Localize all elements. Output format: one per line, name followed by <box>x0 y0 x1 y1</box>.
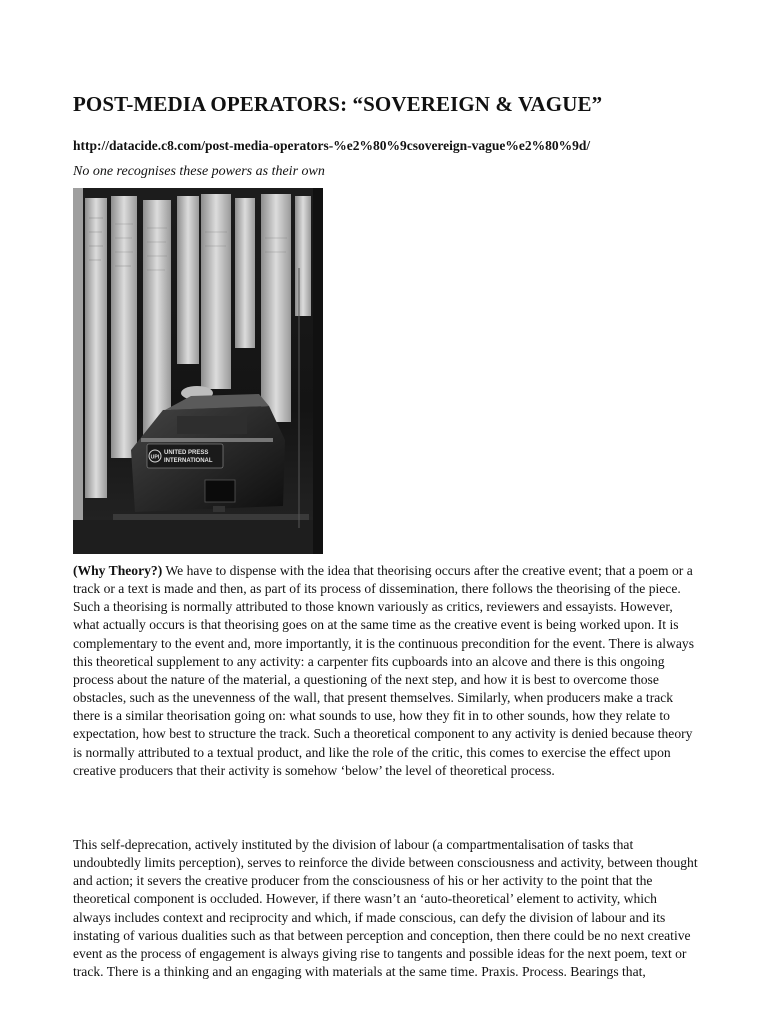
subtitle: No one recognises these powers as their own <box>73 164 325 179</box>
teleprinter-photo <box>73 188 323 554</box>
page-title: POST-MEDIA OPERATORS: “SOVEREIGN & VAGUE” <box>73 92 603 116</box>
source-url[interactable]: http://datacide.c8.com/post-media-operators-%e2%80%9csovereign-vague%e2%80%9d/ <box>73 138 591 153</box>
machine-label-line2: INTERNATIONAL <box>164 458 213 464</box>
upi-logo-text: UPI <box>150 454 160 461</box>
paragraph-self-deprecation: This self-deprecation, actively instituted by the division of labour (a compartmentalisation of tasks that undoubtedly limits perception), serves to reinforce the divide between consciousness and activity, between thought and action; it severs the creative producer from the consciousness of his or her activity to the point that the theoretical component is occluded. However, if there wasn’t an ‘auto-theoretical’ element to activity, which always includes context and reciprocity and which, if made conscious, can defy the division of labour and its instating of various dualities such as that between perception and conception, then there could be no next creative event as the process of engagement is always giving rise to tangents and possible ideas for the next poem, text or track. There is a thinking and an engaging with materials at the same time. Praxis. Process. Bearings that, <box>73 837 698 980</box>
paragraph-body: We have to dispense with the idea that theorising occurs after the creative event; that a poem or a track or a text is made and then, as part of its process of dissemination, there follows the theorising of the piece. Such a theorising is normally attributed to those known variously as critics, reviewers and essayists. However, what actually occurs is that theorising goes on at the same time as the creative event is being worked upon. It is complementary to the event and, more importantly, it is the continuous precondition for the event. There is always this theoretical supplement to any activity: a carpenter fits cupboards into an alcove and there is this ongoing process about the nature of the material, a questioning of the next step, and how it is best to overcome those obstacles, such as the unevenness of the wall, that present themselves. Similarly, when producers make a track there is a similar theorisation going on: what sounds to use, how they fit in to other sounds, how they relate to expectation, how best to structure the track. Such a theoretical component to any activity is denied because theory is normally attributed to a textual product, and like the role of the critic, this comes to exercise the effect upon creative producers that their activity is somehow ‘below’ the level of theoretical process. <box>73 563 694 778</box>
paragraph-why-theory <box>73 562 698 780</box>
machine-label-line1: UNITED PRESS <box>164 450 209 456</box>
paragraph-lead: (Why Theory?) <box>73 563 163 578</box>
